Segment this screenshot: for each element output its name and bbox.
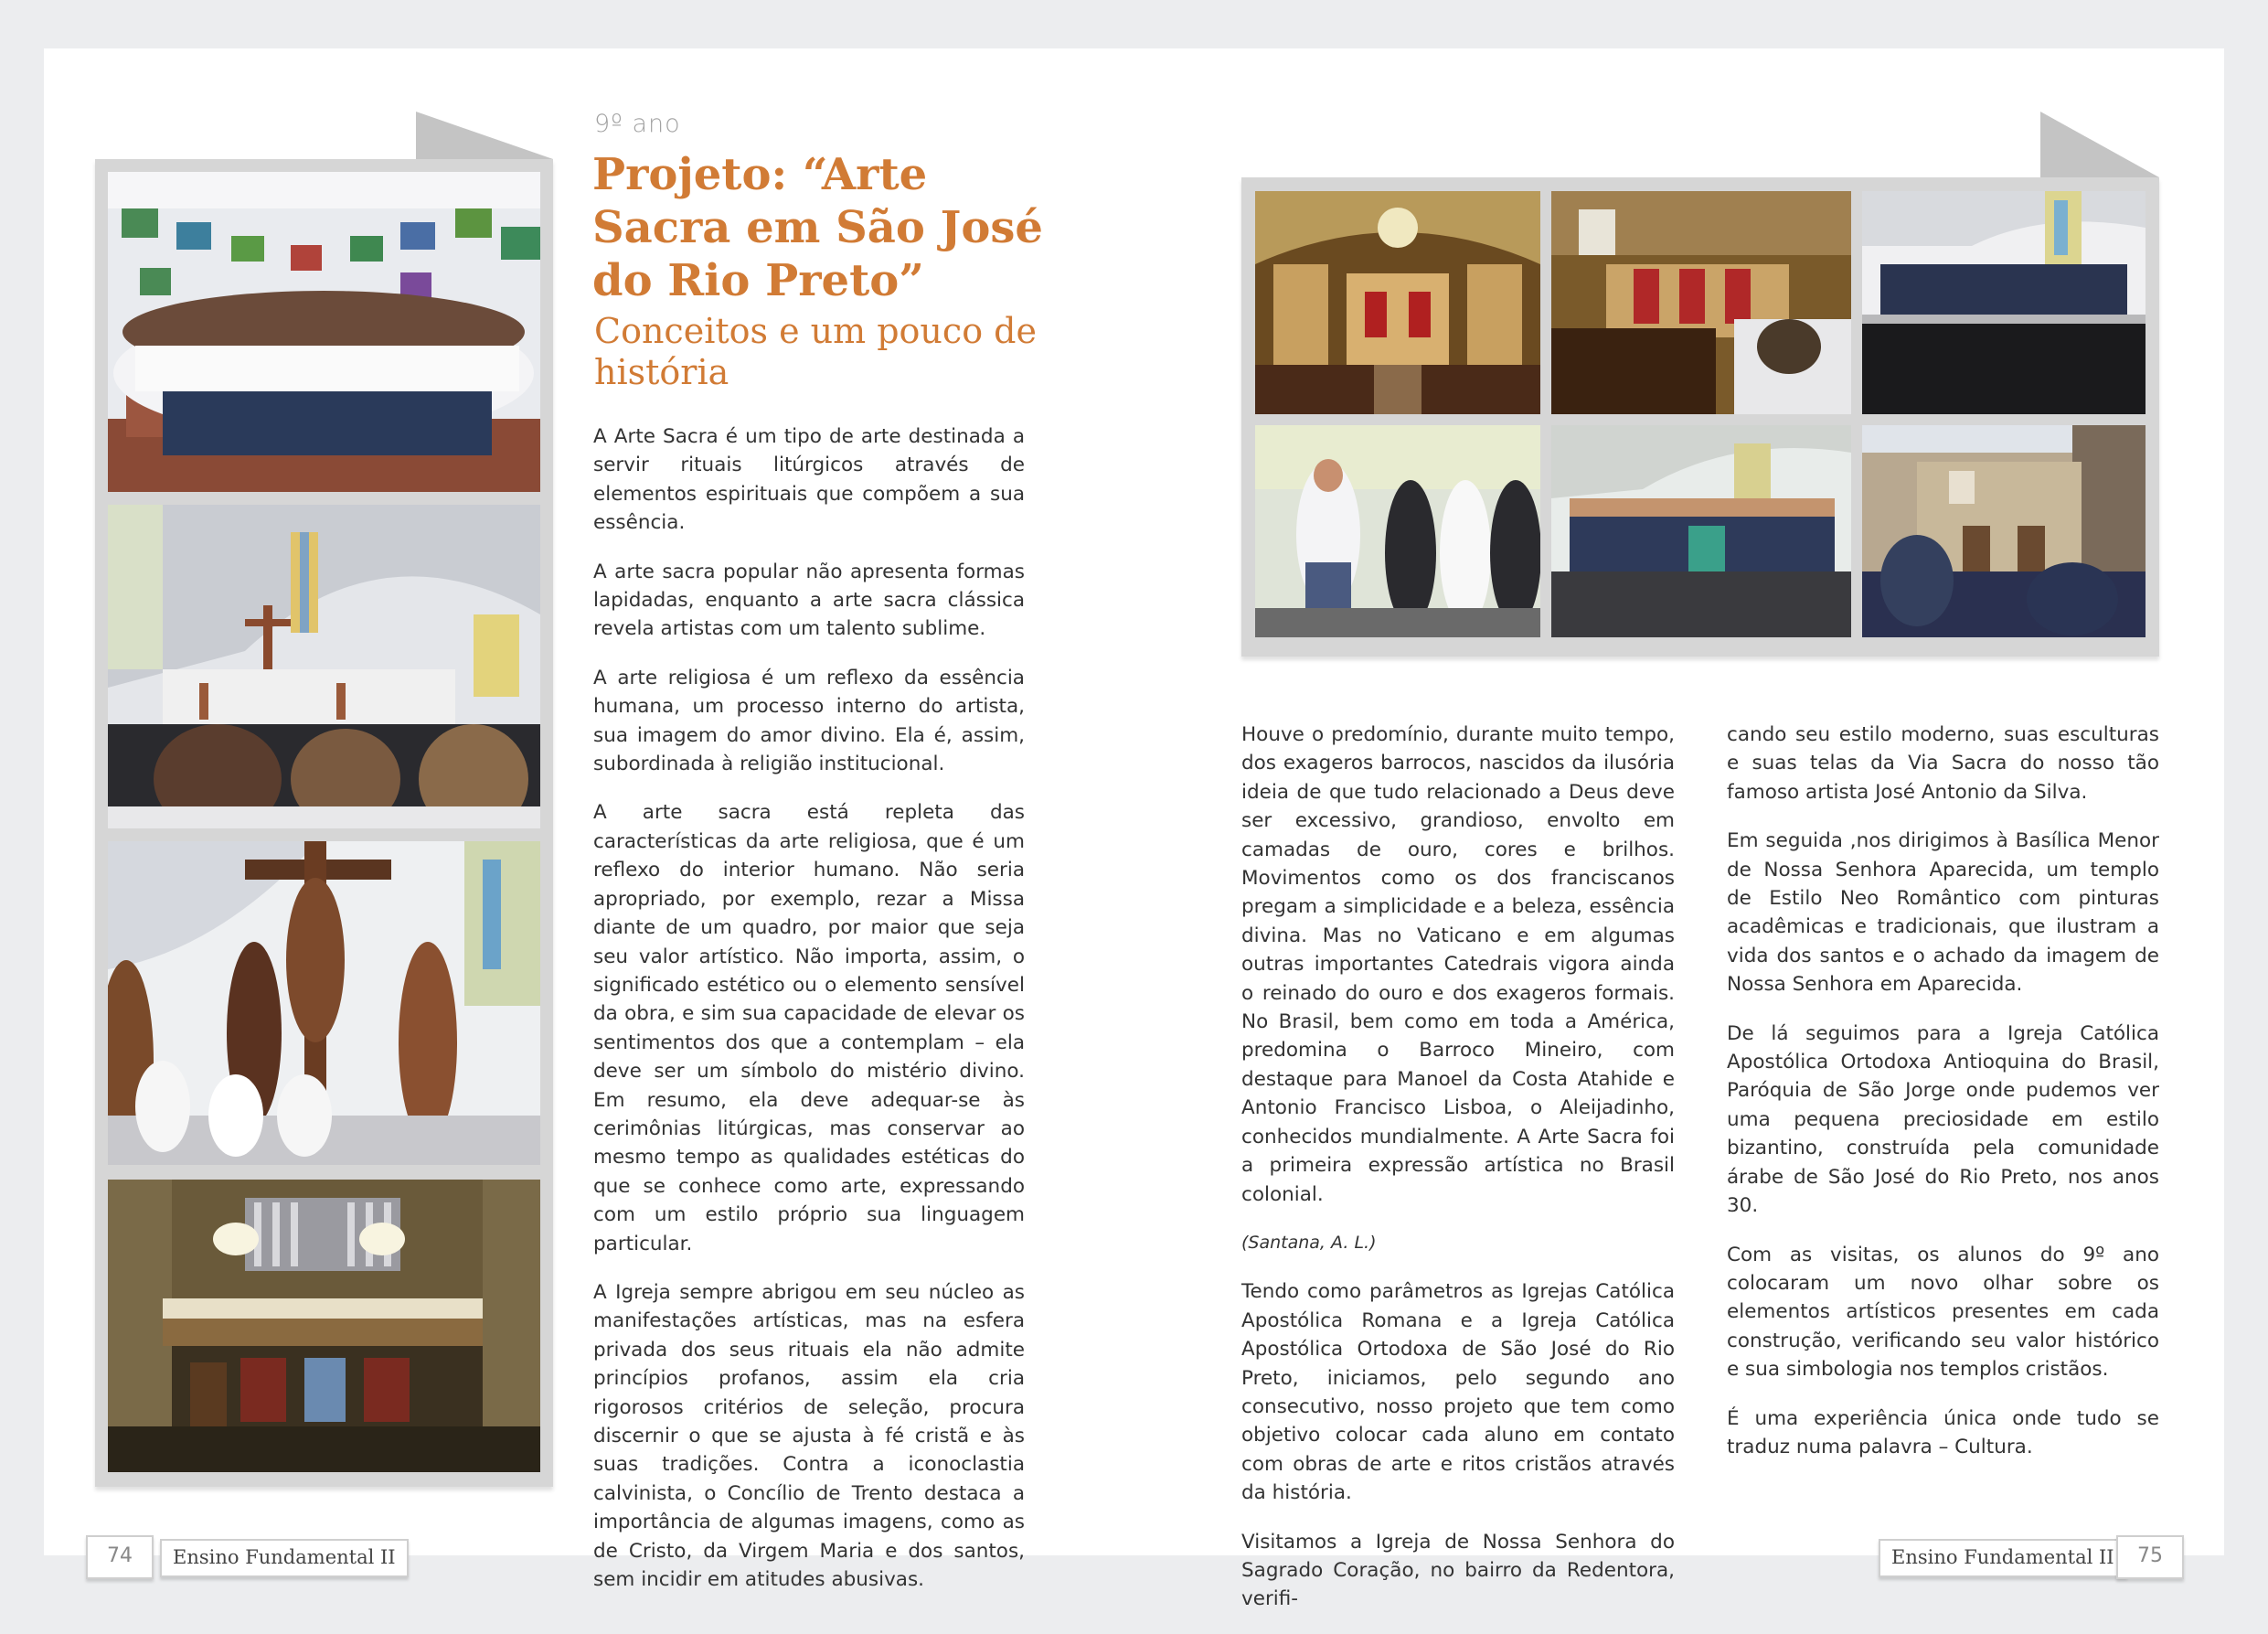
photo-students-group-chapel [108,172,540,492]
paragraph: De lá seguimos para a Igreja Católica Apostólica Ortodoxa Antioquina do Brasil, Paróquia de São Jorge onde pudemos ver uma pequena preciosidade em estilo bizantino, construída pela comunidade árabe de São José do Rio Preto, nos anos 30. [1727,1021,2159,1218]
citation: (Santana, A. L.) [1241,1232,1377,1253]
paragraph: cando seu estilo moderno, suas esculturas e suas telas da Via Sacra do nosso tão famoso artista José Antonio da Silva. [1727,723,2159,804]
left-page-number: 74 [86,1535,154,1579]
left-text-column [593,422,1025,1614]
paragraph: A arte sacra está repleta das características da arte religiosa, que é um reflexo do interior humano. Não seria apropriado, por exemplo, rezar a Missa diante de um quadro, por maior que seja seu valor artístico. Não importa, assim, o significado estético ou o elemento sensível da obra, e sim sua capacidade de elevar os sentimentos dos que a contemplam – ela deve ser um símbolo do mistério divino. Em resumo, ela deve adequar-se às cerimônias litúrgicas, mas conservar ao mesmo tempo as qualidades estéticas do que se conhece como arte, expressando com um estilo próprio sua linguagem particular. [593,801,1025,1255]
page-subtitle: Conceitos e um pouco de história [594,311,1037,392]
photo-church-pews-red-doors [1551,191,1851,414]
photo-church-facade-street [1862,425,2146,637]
right-footer-label: Ensino Fundamental II [1879,1539,2127,1577]
photo-strip-flag-left [416,112,553,159]
paragraph: A arte sacra popular não apresenta formas lapidadas, enquanto a arte sacra clássica revela artistas com um talento sublime. [593,560,1025,641]
photo-ornate-church-nave [1255,191,1540,414]
photo-strip-flag-right [2040,112,2159,177]
left-footer-label: Ensino Fundamental II [160,1539,409,1577]
right-page-number: 75 [2116,1535,2184,1579]
grade-label: 9º ano [594,110,681,138]
photo-students-on-stage [1862,191,2146,414]
right-text-column [1727,721,2159,1481]
paragraph: Com as visitas, os alunos do 9º ano colocaram um novo olhar sobre os elementos artísticos presentes em cada construção, verificando seu valor histórico e sua simbologia nos templos cristãos. [1727,1243,2159,1382]
paragraph: Visitamos a Igreja de Nossa Senhora do Sagrado Coração, no bairro da Redentora, verifi- [1241,1530,1675,1611]
page-title: Projeto: “Arte Sacra em São José do Rio Preto” [592,149,1043,306]
photo-church-organ-interior [108,1180,540,1472]
paragraph: Houve o predomínio, durante muito tempo, dos exageros barrocos, nascidos da ilusória ideia de que tudo relacionado a Deus deve ser excessivo, grandioso, envolto em camadas de ouro, cores e brilhos. Movimentos como os dos franciscanos pregam a simplicidade e a beleza, essência divina. Mas no Vaticano e em algumas outras importantes Catedrais vigora ainda o reinado do ouro e dos exageros formais. No Brasil, bem como em toda a América, predomina o Barroco Mineiro, com destaque para Manoel da Costa Atahide e Antonio Francisco Lisboa, o Aleijadinho, conhecidos mundialmente. A Arte Sacra foi a primeira expressão artística no Brasil colonial. [1241,723,1675,1206]
paragraph: A Arte Sacra é um tipo de arte destinada a servir rituais litúrgicos através de elementos espirituais que compõem a sua essência. [593,425,1025,535]
photo-modern-church-altar [108,505,540,828]
paragraph: Em seguida ,nos dirigimos à Basílica Menor de Nossa Senhora Aparecida, um templo de Estilo Neo Romântico com pinturas acadêmicas e tradicionais, que ilustram a vida dos santos e o achado da imagem de Nossa Senhora em Aparecida. [1727,829,2159,997]
photo-students-talking-guide [1255,425,1540,637]
middle-text-column [1241,721,1675,1634]
photo-crucifix-sculptures [108,841,540,1165]
paragraph: Tendo como parâmetros as Igrejas Católica Apostólica Romana e a Igreja Católica Apostólica Ortodoxa de São José do Rio Preto, iniciamos, pelo segundo ano consecutivo, nosso projeto que tem como objetivo colocar cada aluno em contato com obras de arte e ritos cristãos através da história. [1241,1280,1675,1505]
paragraph: É uma experiência única onde tudo se traduz numa palavra – Cultura. [1727,1406,2159,1458]
paragraph: A Igreja sempre abrigou em seu núcleo as manifestações artísticas, mas na esfera privada dos seus rituais ela não admite princípios profanos, assim ela cria rigorosos critérios de seleção, procura discernir o que se ajusta à fé cristã e às suas tradições. Contra a iconoclastia calvinista, o Concílio de Trento destaca a importância de algumas imagens, como as de Cristo, da Virgem Maria e dos santos, sem incidir em atitudes abusivas. [593,1280,1025,1592]
photo-students-group-photo [1551,425,1851,637]
paragraph: A arte religiosa é um reflexo da essência humana, um processo interno do artista, sua imagem do amor divino. Ela é, assim, subordinada à religião institucional. [593,666,1025,776]
